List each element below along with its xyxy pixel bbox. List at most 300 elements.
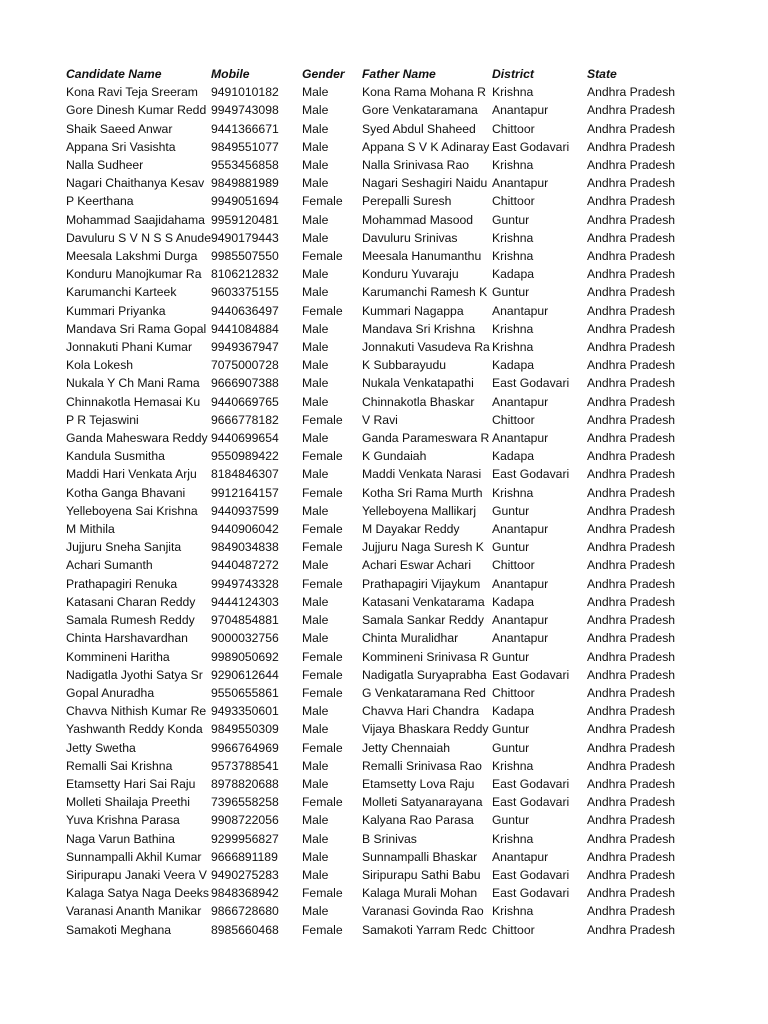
- gender-cell: Male: [301, 358, 329, 373]
- mobile-cell: 9000032756: [210, 631, 279, 646]
- table-row: [66, 775, 697, 793]
- candidate-name-cell: Davuluru S V N S S Anude: [66, 230, 211, 245]
- state-cell: Andhra Pradesh: [586, 795, 676, 810]
- mobile-cell: 9440906042: [210, 522, 279, 537]
- district-cell: East Godavari: [491, 886, 570, 901]
- mobile-cell: 9912164157: [210, 485, 279, 500]
- district-cell: Guntur: [491, 285, 530, 300]
- gender-cell: Male: [301, 394, 329, 409]
- state-cell: Andhra Pradesh: [586, 285, 676, 300]
- father-name-cell: Jonnakuti Vasudeva Ra: [361, 340, 490, 355]
- candidate-name-cell: Karumanchi Karteek: [66, 285, 177, 300]
- table-row: [66, 465, 697, 483]
- district-cell: East Godavari: [491, 667, 570, 682]
- district-cell: Guntur: [491, 813, 530, 828]
- candidate-name-cell: Katasani Charan Reddy: [66, 594, 196, 609]
- mobile-cell: 9491010182: [210, 85, 279, 100]
- state-cell: Andhra Pradesh: [586, 394, 676, 409]
- state-cell: Andhra Pradesh: [586, 103, 676, 118]
- state-cell: Andhra Pradesh: [586, 376, 676, 391]
- gender-cell: Male: [301, 103, 329, 118]
- father-name-cell: Karumanchi Ramesh K: [361, 285, 488, 300]
- header-father-name: Father Name: [361, 67, 436, 81]
- gender-cell: Male: [301, 813, 329, 828]
- table-row: [66, 83, 697, 101]
- gender-cell: Male: [301, 594, 329, 609]
- district-cell: Guntur: [491, 649, 530, 664]
- table-row: [66, 411, 697, 429]
- gender-cell: Female: [301, 194, 343, 209]
- father-name-cell: Remalli Srinivasa Rao: [361, 758, 482, 773]
- mobile-cell: 9849550309: [210, 722, 279, 737]
- mobile-cell: 9553456858: [210, 158, 279, 173]
- header-state: State: [586, 67, 617, 81]
- district-cell: Krishna: [491, 230, 534, 245]
- district-cell: Kadapa: [491, 704, 535, 719]
- district-cell: East Godavari: [491, 139, 570, 154]
- header-gender: Gender: [301, 67, 345, 81]
- father-name-cell: Nadigatla Suryaprabha: [361, 667, 487, 682]
- gender-cell: Female: [301, 576, 343, 591]
- gender-cell: Male: [301, 376, 329, 391]
- mobile-cell: 9704854881: [210, 613, 279, 628]
- state-cell: Andhra Pradesh: [586, 904, 676, 919]
- table-row: [66, 393, 697, 411]
- father-name-cell: Molleti Satyanarayana: [361, 795, 483, 810]
- father-name-cell: Sunnampalli Bhaskar: [361, 849, 478, 864]
- table-row: [66, 884, 697, 902]
- candidate-name-cell: Konduru Manojkumar Ra: [66, 267, 202, 282]
- gender-cell: Male: [301, 121, 329, 136]
- candidate-name-cell: Kotha Ganga Bhavani: [66, 485, 186, 500]
- gender-cell: Male: [301, 831, 329, 846]
- father-name-cell: Mandava Sri Krishna: [361, 321, 476, 336]
- mobile-cell: 7075000728: [210, 358, 279, 373]
- district-cell: Guntur: [491, 740, 530, 755]
- state-cell: Andhra Pradesh: [586, 503, 676, 518]
- father-name-cell: K Subbarayudu: [361, 358, 447, 373]
- father-name-cell: Samakoti Yarram Redc: [361, 922, 487, 937]
- gender-cell: Female: [301, 449, 343, 464]
- district-cell: Anantapur: [491, 522, 549, 537]
- candidate-name-cell: Chavva Nithish Kumar Re: [66, 704, 207, 719]
- mobile-cell: 9989050692: [210, 649, 279, 664]
- table-row: [66, 757, 697, 775]
- gender-cell: Female: [301, 412, 343, 427]
- table-row: [66, 666, 697, 684]
- table-row: [66, 793, 697, 811]
- district-cell: East Godavari: [491, 376, 570, 391]
- candidate-name-cell: Kola Lokesh: [66, 358, 134, 373]
- father-name-cell: Chinnakotla Bhaskar: [361, 394, 475, 409]
- table-row: [66, 520, 697, 538]
- gender-cell: Female: [301, 522, 343, 537]
- father-name-cell: Prathapagiri Vijaykum: [361, 576, 481, 591]
- candidate-name-cell: Gopal Anuradha: [66, 685, 155, 700]
- father-name-cell: Vijaya Bhaskara Reddy: [361, 722, 489, 737]
- candidate-name-cell: Yelleboyena Sai Krishna: [66, 503, 198, 518]
- gender-cell: Female: [301, 795, 343, 810]
- gender-cell: Male: [301, 503, 329, 518]
- gender-cell: Male: [301, 613, 329, 628]
- mobile-cell: 9603375155: [210, 285, 279, 300]
- mobile-cell: 9849034838: [210, 540, 279, 555]
- district-cell: Chittoor: [491, 685, 535, 700]
- table-row: [66, 811, 697, 829]
- gender-cell: Female: [301, 740, 343, 755]
- mobile-cell: 9849551077: [210, 139, 279, 154]
- table-row: [66, 702, 697, 720]
- father-name-cell: Kalaga Murali Mohan: [361, 886, 478, 901]
- mobile-cell: 9440636497: [210, 303, 279, 318]
- gender-cell: Male: [301, 904, 329, 919]
- father-name-cell: Jujjuru Naga Suresh K: [361, 540, 484, 555]
- candidate-name-cell: Jujjuru Sneha Sanjita: [66, 540, 182, 555]
- candidate-name-cell: Etamsetty Hari Sai Raju: [66, 776, 196, 791]
- father-name-cell: Mohammad Masood: [361, 212, 474, 227]
- candidate-name-cell: Prathapagiri Renuka: [66, 576, 178, 591]
- father-name-cell: M Dayakar Reddy: [361, 522, 460, 537]
- candidate-name-cell: Chinnakotla Hemasai Ku: [66, 394, 201, 409]
- mobile-cell: 9666778182: [210, 412, 279, 427]
- state-cell: Andhra Pradesh: [586, 867, 676, 882]
- district-cell: Krishna: [491, 85, 534, 100]
- district-cell: Guntur: [491, 212, 530, 227]
- table-row: [66, 538, 697, 556]
- father-name-cell: K Gundaiah: [361, 449, 427, 464]
- mobile-cell: 9440669765: [210, 394, 279, 409]
- district-cell: Anantapur: [491, 631, 549, 646]
- state-cell: Andhra Pradesh: [586, 685, 676, 700]
- district-cell: East Godavari: [491, 795, 570, 810]
- father-name-cell: B Srinivas: [361, 831, 417, 846]
- gender-cell: Female: [301, 249, 343, 264]
- district-cell: Chittoor: [491, 922, 535, 937]
- mobile-cell: 9444124303: [210, 594, 279, 609]
- candidate-name-cell: Kona Ravi Teja Sreeram: [66, 85, 198, 100]
- mobile-cell: 9290612644: [210, 667, 279, 682]
- table-row: [66, 211, 697, 229]
- candidate-name-cell: Mandava Sri Rama Gopal: [66, 321, 207, 336]
- state-cell: Andhra Pradesh: [586, 358, 676, 373]
- table-row: [66, 720, 697, 738]
- gender-cell: Female: [301, 886, 343, 901]
- father-name-cell: Ganda Parameswara R: [361, 431, 490, 446]
- candidate-name-cell: P Keerthana: [66, 194, 134, 209]
- gender-cell: Male: [301, 631, 329, 646]
- gender-cell: Female: [301, 303, 343, 318]
- mobile-cell: 9550655861: [210, 685, 279, 700]
- mobile-cell: 9949367947: [210, 340, 279, 355]
- state-cell: Andhra Pradesh: [586, 212, 676, 227]
- candidate-name-cell: Mohammad Saajidahama: [66, 212, 205, 227]
- gender-cell: Female: [301, 922, 343, 937]
- district-cell: Kadapa: [491, 358, 535, 373]
- table-row: [66, 866, 697, 884]
- state-cell: Andhra Pradesh: [586, 522, 676, 537]
- header-district: District: [491, 67, 534, 81]
- district-cell: East Godavari: [491, 867, 570, 882]
- table-row: [66, 447, 697, 465]
- father-name-cell: Meesala Hanumanthu: [361, 249, 482, 264]
- state-cell: Andhra Pradesh: [586, 176, 676, 191]
- father-name-cell: Chinta Muralidhar: [361, 631, 459, 646]
- father-name-cell: Siripurapu Sathi Babu: [361, 867, 481, 882]
- candidate-name-cell: Nadigatla Jyothi Satya Sr: [66, 667, 203, 682]
- state-cell: Andhra Pradesh: [586, 813, 676, 828]
- gender-cell: Male: [301, 722, 329, 737]
- father-name-cell: V Ravi: [361, 412, 398, 427]
- state-cell: Andhra Pradesh: [586, 704, 676, 719]
- mobile-cell: 9550989422: [210, 449, 279, 464]
- state-cell: Andhra Pradesh: [586, 303, 676, 318]
- father-name-cell: Konduru Yuvaraju: [361, 267, 459, 282]
- gender-cell: Male: [301, 158, 329, 173]
- gender-cell: Male: [301, 867, 329, 882]
- mobile-cell: 9959120481: [210, 212, 279, 227]
- gender-cell: Male: [301, 285, 329, 300]
- header-mobile: Mobile: [210, 67, 250, 81]
- table-row: [66, 374, 697, 392]
- mobile-cell: 9493350601: [210, 704, 279, 719]
- candidate-name-cell: Meesala Lakshmi Durga: [66, 249, 198, 264]
- table-row: [66, 556, 697, 574]
- gender-cell: Male: [301, 758, 329, 773]
- mobile-cell: 9490275283: [210, 867, 279, 882]
- father-name-cell: Appana S V K Adinaray: [361, 139, 490, 154]
- table-row: [66, 902, 697, 920]
- district-cell: Anantapur: [491, 613, 549, 628]
- candidate-name-cell: Nalla Sudheer: [66, 158, 144, 173]
- candidate-name-cell: M Mithila: [66, 522, 115, 537]
- candidate-name-cell: Nagari Chaithanya Kesav: [66, 176, 205, 191]
- mobile-cell: 9440937599: [210, 503, 279, 518]
- district-cell: Anantapur: [491, 103, 549, 118]
- district-cell: Krishna: [491, 340, 534, 355]
- state-cell: Andhra Pradesh: [586, 540, 676, 555]
- table-row: [66, 156, 697, 174]
- candidate-name-cell: Nukala Y Ch Mani Rama: [66, 376, 200, 391]
- mobile-cell: 9440699654: [210, 431, 279, 446]
- table-row: [66, 174, 697, 192]
- candidate-name-cell: Molleti Shailaja Preethi: [66, 795, 190, 810]
- state-cell: Andhra Pradesh: [586, 849, 676, 864]
- candidate-name-cell: Jetty Swetha: [66, 740, 136, 755]
- candidate-name-cell: Kalaga Satya Naga Deeks: [66, 886, 209, 901]
- gender-cell: Female: [301, 649, 343, 664]
- father-name-cell: Kona Rama Mohana R: [361, 85, 486, 100]
- district-cell: Krishna: [491, 321, 534, 336]
- mobile-cell: 8106212832: [210, 267, 279, 282]
- district-cell: Anantapur: [491, 849, 549, 864]
- candidate-name-cell: Appana Sri Vasishta: [66, 139, 176, 154]
- state-cell: Andhra Pradesh: [586, 158, 676, 173]
- mobile-cell: 9441084884: [210, 321, 279, 336]
- mobile-cell: 9866728680: [210, 904, 279, 919]
- gender-cell: Female: [301, 485, 343, 500]
- father-name-cell: Perepalli Suresh: [361, 194, 452, 209]
- father-name-cell: Davuluru Srinivas: [361, 230, 458, 245]
- mobile-cell: 9949743098: [210, 103, 279, 118]
- gender-cell: Male: [301, 139, 329, 154]
- district-cell: Krishna: [491, 831, 534, 846]
- mobile-cell: 9949051694: [210, 194, 279, 209]
- candidate-name-cell: Jonnakuti Phani Kumar: [66, 340, 193, 355]
- gender-cell: Male: [301, 230, 329, 245]
- table-row: [66, 830, 697, 848]
- mobile-cell: 9949743328: [210, 576, 279, 591]
- state-cell: Andhra Pradesh: [586, 594, 676, 609]
- district-cell: Guntur: [491, 540, 530, 555]
- candidate-name-cell: Achari Sumanth: [66, 558, 153, 573]
- mobile-cell: 8985660468: [210, 922, 279, 937]
- mobile-cell: 9666907388: [210, 376, 279, 391]
- mobile-cell: 9966764969: [210, 740, 279, 755]
- gender-cell: Male: [301, 704, 329, 719]
- table-row: [66, 611, 697, 629]
- candidate-name-cell: Kummari Priyanka: [66, 303, 166, 318]
- district-cell: Guntur: [491, 503, 530, 518]
- state-cell: Andhra Pradesh: [586, 121, 676, 136]
- father-name-cell: Kalyana Rao Parasa: [361, 813, 474, 828]
- state-cell: Andhra Pradesh: [586, 139, 676, 154]
- header-row: [66, 65, 697, 83]
- father-name-cell: Jetty Chennaiah: [361, 740, 451, 755]
- candidate-name-cell: Kandula Susmitha: [66, 449, 165, 464]
- state-cell: Andhra Pradesh: [586, 558, 676, 573]
- candidate-name-cell: Ganda Maheswara Reddy: [66, 431, 208, 446]
- state-cell: Andhra Pradesh: [586, 649, 676, 664]
- district-cell: Kadapa: [491, 594, 535, 609]
- father-name-cell: Chavva Hari Chandra: [361, 704, 480, 719]
- candidate-name-cell: Gore Dinesh Kumar Redd: [66, 103, 207, 118]
- mobile-cell: 9299956827: [210, 831, 279, 846]
- mobile-cell: 9849881989: [210, 176, 279, 191]
- district-cell: Krishna: [491, 758, 534, 773]
- mobile-cell: 9440487272: [210, 558, 279, 573]
- table-row: [66, 265, 697, 283]
- district-cell: Krishna: [491, 485, 534, 500]
- gender-cell: Male: [301, 267, 329, 282]
- district-cell: Krishna: [491, 904, 534, 919]
- table-row: [66, 575, 697, 593]
- father-name-cell: Maddi Venkata Narasi: [361, 467, 482, 482]
- state-cell: Andhra Pradesh: [586, 831, 676, 846]
- father-name-cell: Varanasi Govinda Rao: [361, 904, 484, 919]
- district-cell: East Godavari: [491, 776, 570, 791]
- table-row: [66, 502, 697, 520]
- district-cell: Anantapur: [491, 303, 549, 318]
- gender-cell: Male: [301, 431, 329, 446]
- gender-cell: Male: [301, 558, 329, 573]
- district-cell: Krishna: [491, 249, 534, 264]
- candidate-name-cell: Sunnampalli Akhil Kumar: [66, 849, 202, 864]
- gender-cell: Male: [301, 85, 329, 100]
- father-name-cell: Syed Abdul Shaheed: [361, 121, 476, 136]
- table-row: [66, 356, 697, 374]
- candidate-name-cell: Chinta Harshavardhan: [66, 631, 188, 646]
- mobile-cell: 9908722056: [210, 813, 279, 828]
- table-row: [66, 739, 697, 757]
- mobile-cell: 9490179443: [210, 230, 279, 245]
- state-cell: Andhra Pradesh: [586, 230, 676, 245]
- state-cell: Andhra Pradesh: [586, 249, 676, 264]
- state-cell: Andhra Pradesh: [586, 740, 676, 755]
- table-row: [66, 229, 697, 247]
- state-cell: Andhra Pradesh: [586, 85, 676, 100]
- gender-cell: Male: [301, 776, 329, 791]
- candidate-name-cell: Yashwanth Reddy Konda: [66, 722, 203, 737]
- father-name-cell: Nukala Venkatapathi: [361, 376, 474, 391]
- state-cell: Andhra Pradesh: [586, 485, 676, 500]
- state-cell: Andhra Pradesh: [586, 467, 676, 482]
- table-row: [66, 684, 697, 702]
- candidate-name-cell: Samakoti Meghana: [66, 922, 172, 937]
- table-row: [66, 138, 697, 156]
- district-cell: Chittoor: [491, 412, 535, 427]
- gender-cell: Male: [301, 321, 329, 336]
- father-name-cell: Nagari Seshagiri Naidu: [361, 176, 488, 191]
- candidate-table: [66, 65, 697, 939]
- candidate-name-cell: Remalli Sai Krishna: [66, 758, 173, 773]
- table-row: [66, 921, 697, 939]
- father-name-cell: Etamsetty Lova Raju: [361, 776, 475, 791]
- gender-cell: Female: [301, 540, 343, 555]
- gender-cell: Female: [301, 685, 343, 700]
- table-row: [66, 283, 697, 301]
- gender-cell: Male: [301, 849, 329, 864]
- state-cell: Andhra Pradesh: [586, 412, 676, 427]
- district-cell: Guntur: [491, 722, 530, 737]
- table-row: [66, 629, 697, 647]
- father-name-cell: G Venkataramana Red: [361, 685, 486, 700]
- table-row: [66, 648, 697, 666]
- state-cell: Andhra Pradesh: [586, 431, 676, 446]
- state-cell: Andhra Pradesh: [586, 340, 676, 355]
- table-row: [66, 593, 697, 611]
- candidate-name-cell: Kommineni Haritha: [66, 649, 170, 664]
- father-name-cell: Achari Eswar Achari: [361, 558, 472, 573]
- gender-cell: Female: [301, 667, 343, 682]
- district-cell: Kadapa: [491, 449, 535, 464]
- candidate-name-cell: Shaik Saeed Anwar: [66, 121, 173, 136]
- candidate-name-cell: Naga Varun Bathina: [66, 831, 175, 846]
- district-cell: Chittoor: [491, 121, 535, 136]
- candidate-name-cell: Samala Rumesh Reddy: [66, 613, 195, 628]
- candidate-name-cell: Yuva Krishna Parasa: [66, 813, 180, 828]
- table-row: [66, 320, 697, 338]
- table-row: [66, 338, 697, 356]
- district-cell: East Godavari: [491, 467, 570, 482]
- table-row: [66, 429, 697, 447]
- mobile-cell: 9573788541: [210, 758, 279, 773]
- state-cell: Andhra Pradesh: [586, 722, 676, 737]
- state-cell: Andhra Pradesh: [586, 776, 676, 791]
- father-name-cell: Gore Venkataramana: [361, 103, 478, 118]
- district-cell: Anantapur: [491, 576, 549, 591]
- father-name-cell: Katasani Venkatarama: [361, 594, 485, 609]
- state-cell: Andhra Pradesh: [586, 667, 676, 682]
- district-cell: Kadapa: [491, 267, 535, 282]
- district-cell: Chittoor: [491, 194, 535, 209]
- state-cell: Andhra Pradesh: [586, 758, 676, 773]
- mobile-cell: 7396558258: [210, 795, 279, 810]
- header-candidate-name: Candidate Name: [66, 67, 162, 81]
- father-name-cell: Samala Sankar Reddy: [361, 613, 484, 628]
- table-row: [66, 247, 697, 265]
- gender-cell: Male: [301, 467, 329, 482]
- district-cell: Chittoor: [491, 558, 535, 573]
